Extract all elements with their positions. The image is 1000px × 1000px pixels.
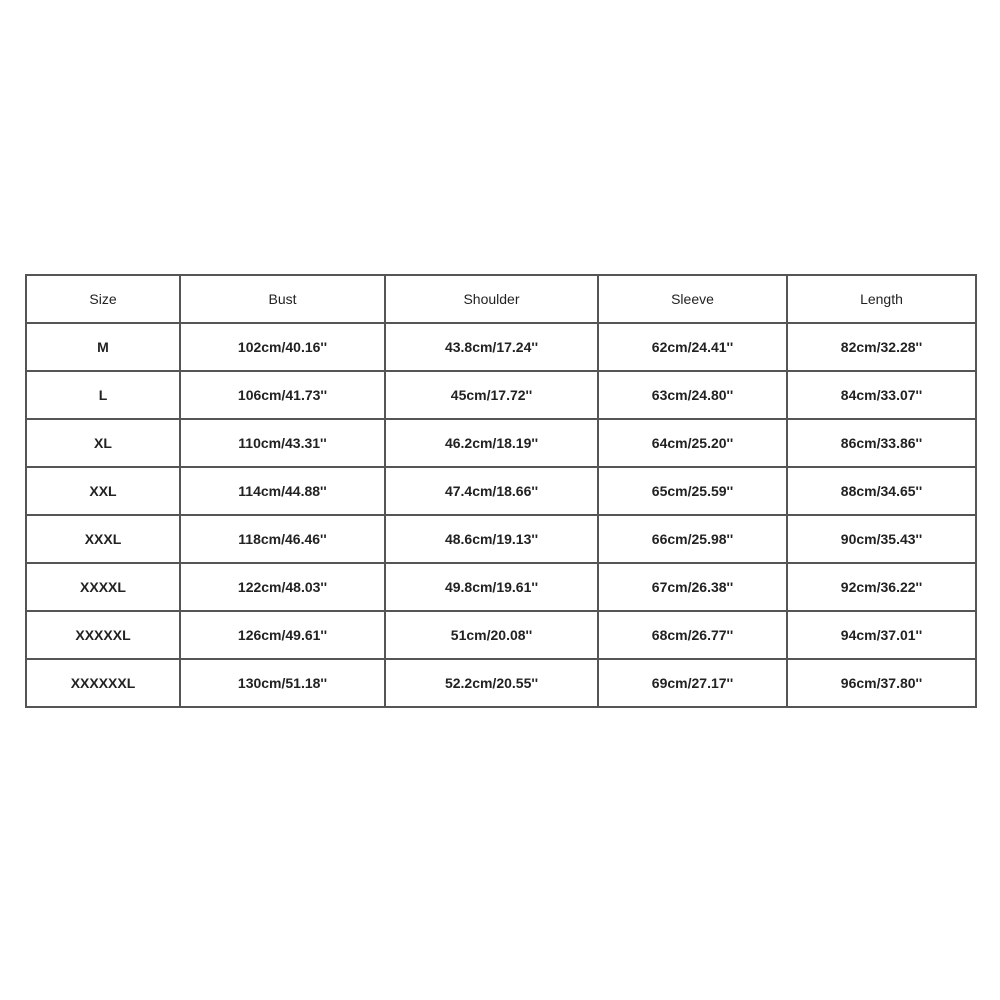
cell-bust: 106cm/41.73'': [180, 371, 385, 419]
column-header-bust: Bust: [180, 275, 385, 323]
cell-sleeve: 68cm/26.77'': [598, 611, 787, 659]
cell-sleeve: 62cm/24.41'': [598, 323, 787, 371]
cell-bust: 102cm/40.16'': [180, 323, 385, 371]
cell-sleeve: 69cm/27.17'': [598, 659, 787, 707]
cell-bust: 130cm/51.18'': [180, 659, 385, 707]
cell-length: 90cm/35.43'': [787, 515, 976, 563]
table-row: [26, 371, 976, 419]
cell-size: XXXL: [26, 515, 180, 563]
cell-shoulder: 52.2cm/20.55'': [385, 659, 598, 707]
cell-length: 92cm/36.22'': [787, 563, 976, 611]
cell-sleeve: 63cm/24.80'': [598, 371, 787, 419]
column-header-shoulder: Shoulder: [385, 275, 598, 323]
column-header-length: Length: [787, 275, 976, 323]
table-header-row: [26, 275, 976, 323]
cell-shoulder: 46.2cm/18.19'': [385, 419, 598, 467]
cell-length: 96cm/37.80'': [787, 659, 976, 707]
cell-length: 88cm/34.65'': [787, 467, 976, 515]
table-row: [26, 323, 976, 371]
cell-size: XXXXL: [26, 563, 180, 611]
table-row: [26, 467, 976, 515]
size-chart-table: [25, 274, 977, 708]
table-row: [26, 659, 976, 707]
cell-length: 84cm/33.07'': [787, 371, 976, 419]
table-row: [26, 419, 976, 467]
cell-length: 94cm/37.01'': [787, 611, 976, 659]
cell-size: XXL: [26, 467, 180, 515]
cell-sleeve: 65cm/25.59'': [598, 467, 787, 515]
cell-size: XXXXXXL: [26, 659, 180, 707]
column-header-size: Size: [26, 275, 180, 323]
cell-shoulder: 51cm/20.08'': [385, 611, 598, 659]
cell-shoulder: 45cm/17.72'': [385, 371, 598, 419]
cell-bust: 122cm/48.03'': [180, 563, 385, 611]
cell-bust: 110cm/43.31'': [180, 419, 385, 467]
cell-bust: 126cm/49.61'': [180, 611, 385, 659]
column-header-sleeve: Sleeve: [598, 275, 787, 323]
cell-shoulder: 48.6cm/19.13'': [385, 515, 598, 563]
cell-sleeve: 66cm/25.98'': [598, 515, 787, 563]
cell-bust: 118cm/46.46'': [180, 515, 385, 563]
cell-size: M: [26, 323, 180, 371]
cell-shoulder: 49.8cm/19.61'': [385, 563, 598, 611]
table-row: [26, 611, 976, 659]
cell-size: L: [26, 371, 180, 419]
table-row: [26, 515, 976, 563]
cell-bust: 114cm/44.88'': [180, 467, 385, 515]
cell-size: XL: [26, 419, 180, 467]
cell-length: 82cm/32.28'': [787, 323, 976, 371]
cell-length: 86cm/33.86'': [787, 419, 976, 467]
cell-sleeve: 64cm/25.20'': [598, 419, 787, 467]
cell-shoulder: 43.8cm/17.24'': [385, 323, 598, 371]
cell-shoulder: 47.4cm/18.66'': [385, 467, 598, 515]
cell-sleeve: 67cm/26.38'': [598, 563, 787, 611]
cell-size: XXXXXL: [26, 611, 180, 659]
table-row: [26, 563, 976, 611]
